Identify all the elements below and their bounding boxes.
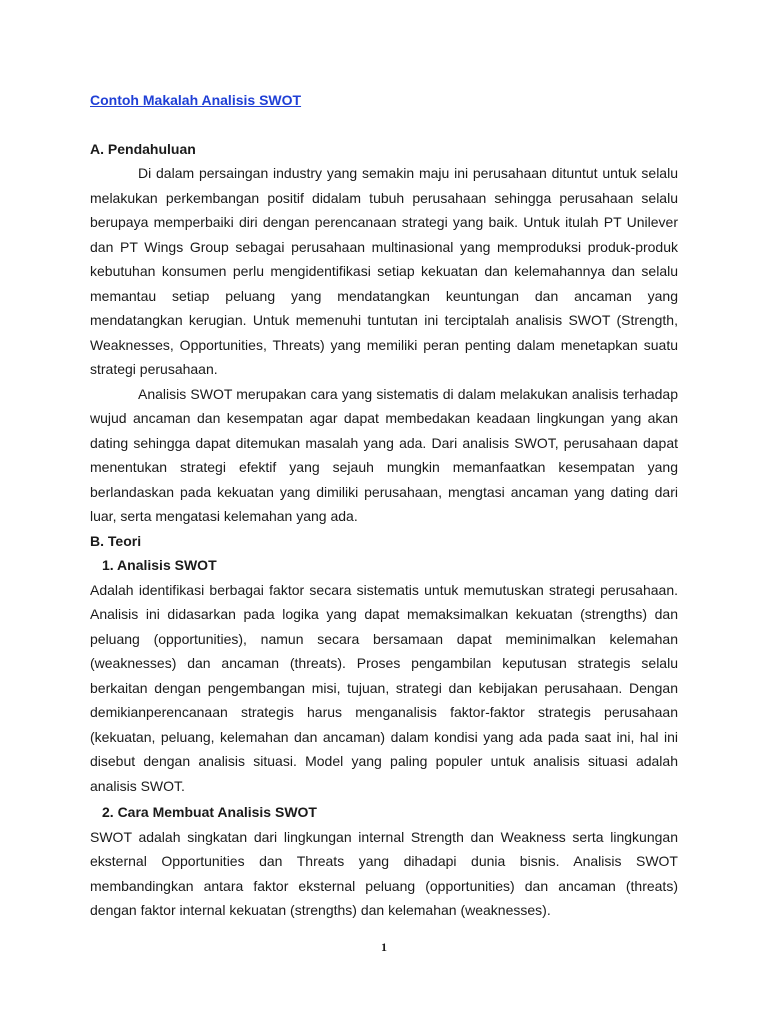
paragraph-cara-membuat: SWOT adalah singkatan dari lingkungan internal Strength dan Weakness serta lingkungan eksternal Opportunities dan Threats yang dihadapi dunia bisnis. Analisis SWOT membandingkan antara faktor eksternal peluang (opportunities) dan ancaman (threats) dengan faktor internal kekuatan (strengths) dan kelemahan (weaknesses). (90, 828, 678, 918)
subheading-cara-membuat: 2. Cara Membuat Analisis SWOT (102, 804, 317, 820)
section-heading-teori: B. Teori (90, 532, 142, 549)
section-heading-pendahuluan: A. Pendahuluan (90, 140, 196, 157)
subheading-analisis-swot: 1. Analisis SWOT (102, 557, 217, 573)
paragraph-pendahuluan-2: Analisis SWOT merupakan cara yang sistematis di dalam melakukan analisis terhadap wujud ancaman dan kesempatan agar dapat membedakan keadaan lingkungan yang akan dating sehingga dapat ditemukan masalah yang ada. Dari analisis SWOT, perusahaan dapat menentukan strategi efektif yang sejauh mungkin memanfaatkan kesempatan yang berlandaskan pada kekuatan yang dimiliki perusahaan, mengtasi ancaman yang dating dari luar, serta mengatasi kelemahan yang ada. (90, 385, 678, 524)
title-link[interactable]: Contoh Makalah Analisis SWOT (90, 92, 302, 108)
paragraph-analisis-swot: Adalah identifikasi berbagai faktor secara sistematis untuk memutuskan strategi perusahaan. Analisis ini didasarkan pada logika yang dapat memaksimalkan kekuatan (strengths) dan peluang (opportunities), namun secara bersamaan dapat meminimalkan kelemahan (weaknesses) dan ancaman (threats). Proses pengambilan keputusan strategis selalu berkaitan dengan pengembangan misi, tujuan, strategi dan kebijakan perusahaan. Dengan demikianperencanaan strategis harus menganalisis faktor-faktor strategis perusahaan (kekuatan, peluang, kelemahan dan ancaman) dalam kondisi yang ada pada saat ini, hal ini disebut dengan analisis situasi. Model yang paling populer untuk analisis situasi adalah analisis SWOT. (90, 581, 678, 794)
page-number: 1 (381, 940, 387, 954)
paragraph-pendahuluan-1: Di dalam persaingan industry yang semakin maju ini perusahaan dituntut untuk selalu melakukan perkembangan positif didalam tubuh perusahaan sehingga perusahaan selalu berupaya memperbaiki diri dengan perencanaan strategi yang baik. Untuk itulah PT Unilever dan PT Wings Group sebagai perusahaan multinasional yang memproduksi produk-produk kebutuhan konsumen perlu mengidentifikasi setiap kekuatan dan kelemahannya dan selalu memantau setiap peluang yang mendatangkan keuntungan dan ancaman yang mendatangkan kerugian. Untuk memenuhi tuntutan ini terciptalah analisis SWOT (Strength, Weaknesses, Opportunities, Threats) yang memiliki peran penting dalam menetapkan suatu strategi perusahaan. (90, 165, 678, 377)
document-page (90, 88, 678, 923)
